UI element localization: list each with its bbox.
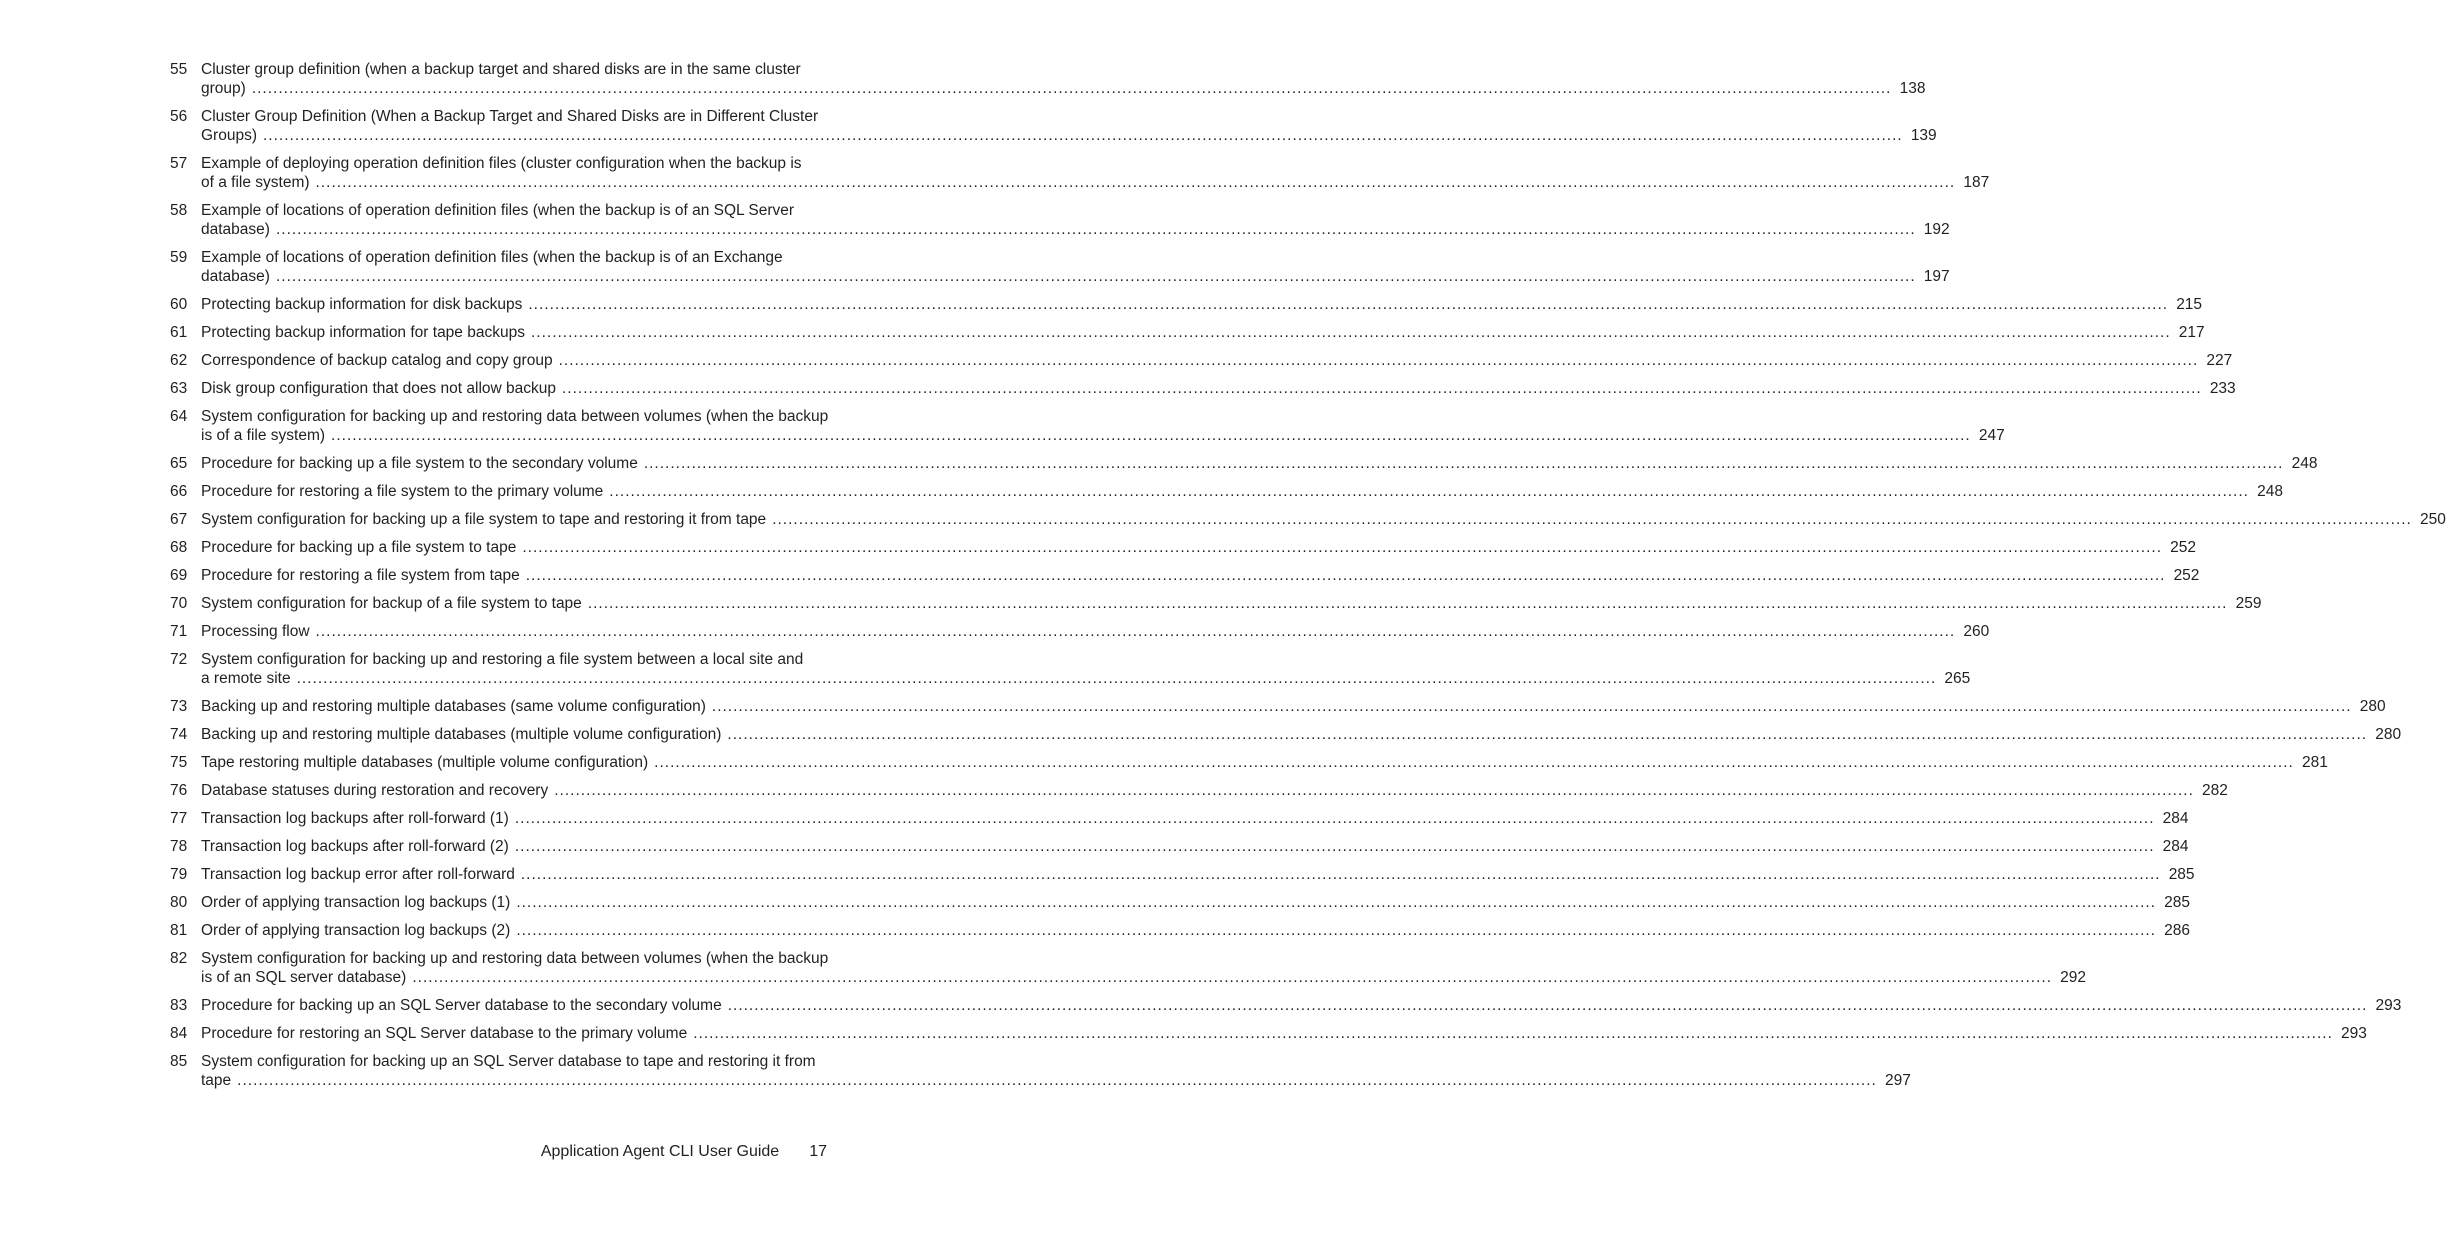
toc-entry[interactable]	[170, 454, 2318, 473]
dot-leader	[562, 379, 2202, 398]
toc-entry[interactable]	[170, 107, 1937, 145]
entry-title: Backing up and restoring multiple databases (multiple volume configuration)	[201, 726, 722, 743]
entry-page-number: 250	[2420, 511, 2446, 528]
entry-title: Order of applying transaction log backups (1)	[201, 894, 511, 911]
entry-body	[201, 865, 2195, 884]
entry-title: Transaction log backups after roll-forward (2)	[201, 838, 509, 855]
entry-last-line	[201, 968, 2086, 987]
entry-title-line: Cluster Group Definition (When a Backup Target and Shared Disks are in Different Cluster	[201, 108, 819, 125]
toc-entry[interactable]	[170, 1024, 2367, 1043]
dot-leader	[515, 809, 2155, 828]
entry-body	[201, 248, 1950, 286]
entry-title: of a file system)	[201, 174, 310, 191]
entry-last-line	[201, 865, 2195, 884]
entry-body	[201, 154, 1989, 192]
entry-title: Protecting backup information for disk backups	[201, 296, 523, 313]
toc-entry[interactable]	[170, 482, 2283, 501]
dot-leader	[693, 1024, 2333, 1043]
toc-entry[interactable]	[170, 379, 2236, 398]
entry-page-number: 282	[2202, 782, 2228, 799]
entry-title-line: Cluster group definition (when a backup target and shared disks are in the same cluster	[201, 61, 801, 78]
toc-entry[interactable]	[170, 566, 2200, 585]
toc-entry[interactable]	[170, 996, 2402, 1015]
entry-page-number: 280	[2375, 726, 2402, 743]
entry-number: 66	[170, 483, 188, 500]
entry-number: 74	[170, 726, 188, 743]
toc-entry[interactable]	[170, 351, 2233, 370]
entry-page-number: 285	[2164, 894, 2190, 911]
entry-page-number: 293	[2341, 1025, 2367, 1042]
dot-leader	[263, 126, 1903, 145]
entry-last-line	[201, 323, 2205, 342]
entry-last-line	[201, 1024, 2367, 1043]
toc-entry[interactable]	[170, 538, 2197, 557]
entry-title: Transaction log backups after roll-forward (1)	[201, 810, 509, 827]
entry-number: 82	[170, 950, 188, 967]
entry-body	[201, 697, 2386, 716]
dot-leader	[515, 837, 2155, 856]
entry-number: 85	[170, 1053, 188, 1070]
entry-body	[201, 482, 2283, 501]
entry-title: Procedure for restoring a file system from tape	[201, 567, 520, 584]
entry-last-line	[201, 538, 2196, 557]
entry-body	[201, 996, 2401, 1015]
toc-entry[interactable]	[170, 622, 1990, 641]
entry-number: 76	[170, 782, 188, 799]
dot-leader	[654, 753, 2294, 772]
dot-leader	[276, 267, 1916, 286]
entry-title: a remote site	[201, 670, 291, 687]
entry-number: 84	[170, 1025, 188, 1042]
entry-last-line	[201, 753, 2328, 772]
toc-entry[interactable]	[170, 60, 1926, 98]
entry-body	[201, 379, 2236, 398]
entry-title-line: System configuration for backing up and restoring a file system between a local site and	[201, 651, 804, 668]
entry-title: Procedure for backing up a file system to the secondary volume	[201, 455, 638, 472]
dot-leader	[528, 295, 2168, 314]
entry-page-number: 252	[2173, 567, 2200, 584]
entry-page-number: 197	[1923, 268, 1950, 285]
entry-last-line	[201, 725, 2401, 744]
entry-page-number: 260	[1963, 623, 1990, 640]
entry-page-number: 284	[2162, 810, 2189, 827]
entry-last-line	[201, 379, 2236, 398]
entry-last-line	[201, 893, 2190, 912]
entry-title: Processing flow	[201, 623, 310, 640]
entry-page-number: 233	[2209, 380, 2236, 397]
entry-last-line	[201, 510, 2446, 529]
entry-title: group)	[201, 80, 246, 97]
toc-entry[interactable]	[170, 753, 2328, 772]
entry-last-line	[201, 996, 2401, 1015]
entry-last-line	[201, 921, 2190, 940]
toc-entry[interactable]	[170, 323, 2205, 342]
entry-page-number: 281	[2301, 754, 2328, 771]
entry-page-number: 187	[1963, 174, 1990, 191]
entry-last-line	[201, 1071, 1911, 1090]
entry-last-line	[201, 482, 2283, 501]
entry-title: Protecting backup information for tape backups	[201, 324, 525, 341]
entry-page-number: 139	[1910, 127, 1937, 144]
entry-last-line	[201, 126, 1937, 145]
entry-number: 69	[170, 567, 188, 584]
entry-last-line	[201, 622, 1989, 641]
entry-last-line	[201, 351, 2232, 370]
entry-number: 70	[170, 595, 188, 612]
entry-last-line	[201, 454, 2318, 473]
dot-leader	[276, 220, 1916, 239]
entry-title: Correspondence of backup catalog and copy group	[201, 352, 553, 369]
entry-body	[201, 594, 2262, 613]
entry-body	[201, 510, 2446, 529]
entry-title-line: Example of locations of operation definition files (when the backup is of an SQL Server	[201, 202, 795, 219]
entry-number: 65	[170, 455, 188, 472]
entry-title: Transaction log backup error after roll-forward	[201, 866, 515, 883]
dot-leader	[522, 538, 2162, 557]
entry-title: Database statuses during restoration and recovery	[201, 782, 549, 799]
entry-body	[201, 949, 2086, 987]
entry-number: 75	[170, 754, 188, 771]
entry-last-line	[201, 79, 1926, 98]
entry-number: 58	[170, 202, 188, 219]
dot-leader	[237, 1071, 1877, 1090]
toc-entry[interactable]	[170, 1052, 1911, 1090]
entry-title: Disk group configuration that does not allow backup	[201, 380, 556, 397]
entry-number: 55	[170, 61, 188, 78]
entry-last-line	[201, 426, 2005, 445]
entry-body	[201, 201, 1950, 239]
dot-leader	[516, 893, 2156, 912]
entry-body	[201, 295, 2202, 314]
toc-entry[interactable]	[170, 921, 2190, 940]
footer-title: Application Agent CLI User Guide	[540, 1143, 780, 1160]
entry-body	[201, 725, 2401, 744]
entry-page-number: 217	[2178, 324, 2205, 341]
entry-number: 64	[170, 408, 188, 425]
entry-page-number: 286	[2164, 922, 2190, 939]
entry-title-line: System configuration for backing up an SQL Server database to tape and restoring it from	[201, 1053, 816, 1070]
toc-entry[interactable]	[170, 949, 2087, 987]
dot-leader	[526, 566, 2166, 585]
entry-last-line	[201, 566, 2199, 585]
entry-body	[201, 837, 2189, 856]
entry-page-number: 293	[2375, 997, 2402, 1014]
entry-body	[201, 622, 1989, 641]
entry-title: Procedure for backing up a file system to tape	[201, 539, 517, 556]
dot-leader	[316, 173, 1956, 192]
entry-title: Backing up and restoring multiple databases (same volume configuration)	[201, 698, 706, 715]
entry-page-number: 284	[2162, 838, 2189, 855]
entry-last-line	[201, 837, 2189, 856]
dot-leader	[559, 351, 2199, 370]
entry-last-line	[201, 295, 2202, 314]
footer-page-number: 17	[809, 1143, 827, 1160]
entry-title: Order of applying transaction log backups (2)	[201, 922, 511, 939]
entry-page-number: 227	[2206, 352, 2233, 369]
entry-body	[201, 566, 2199, 585]
toc-entry[interactable]	[170, 781, 2228, 800]
entry-number: 61	[170, 324, 188, 341]
toc-entry[interactable]	[170, 295, 2203, 314]
entry-body	[201, 351, 2232, 370]
entry-number: 68	[170, 539, 188, 556]
toc-entry[interactable]	[170, 725, 2402, 744]
entry-page-number: 215	[2176, 296, 2203, 313]
entry-body	[201, 1052, 1911, 1090]
entry-title: is of an SQL server database)	[201, 969, 407, 986]
entry-last-line	[201, 781, 2228, 800]
entry-page-number: 265	[1944, 670, 1971, 687]
entry-last-line	[201, 173, 1989, 192]
entry-page-number: 280	[2359, 698, 2386, 715]
entry-title: Procedure for backing up an SQL Server database to the secondary volume	[201, 997, 722, 1014]
entry-number: 73	[170, 698, 188, 715]
dot-leader	[712, 697, 2352, 716]
entry-number: 80	[170, 894, 188, 911]
dot-leader	[412, 968, 2052, 987]
entry-number: 56	[170, 108, 188, 125]
dot-leader	[609, 482, 2249, 501]
entry-page-number: 285	[2168, 866, 2195, 883]
entry-title: database)	[201, 221, 270, 238]
dot-leader	[316, 622, 1956, 641]
dot-leader	[644, 454, 2284, 473]
entry-title: is of a file system)	[201, 427, 326, 444]
entry-body	[201, 107, 1937, 145]
entry-title-line: System configuration for backing up and restoring data between volumes (when the backup	[201, 408, 829, 425]
entry-body	[201, 407, 2005, 445]
entry-last-line	[201, 267, 1950, 286]
toc-entry[interactable]	[170, 697, 2386, 716]
dot-leader	[772, 510, 2412, 529]
entry-body	[201, 323, 2205, 342]
entry-body	[201, 454, 2318, 473]
entry-title-line: Example of deploying operation definition files (cluster configuration when the backup is	[201, 155, 802, 172]
entry-title: System configuration for backup of a file system to tape	[201, 595, 582, 612]
entry-page-number: 297	[1884, 1072, 1911, 1089]
entry-title: Procedure for restoring a file system to the primary volume	[201, 483, 604, 500]
dot-leader	[531, 323, 2171, 342]
entry-number: 57	[170, 155, 188, 172]
entry-body	[201, 921, 2190, 940]
entry-number: 63	[170, 380, 188, 397]
toc-entry[interactable]	[170, 594, 2262, 613]
entry-last-line	[201, 809, 2189, 828]
toc-entry[interactable]	[170, 893, 2190, 912]
entry-body	[201, 650, 1970, 688]
entry-page-number: 247	[1978, 427, 2005, 444]
entry-page-number: 192	[1923, 221, 1950, 238]
entry-number: 78	[170, 838, 188, 855]
dot-leader	[297, 669, 1937, 688]
entry-number: 59	[170, 249, 188, 266]
entry-number: 81	[170, 922, 188, 939]
entry-body	[201, 781, 2228, 800]
toc-entry[interactable]	[170, 650, 1971, 688]
entry-body	[201, 1024, 2367, 1043]
dot-leader	[727, 725, 2367, 744]
entry-number: 79	[170, 866, 188, 883]
dot-leader	[252, 79, 1892, 98]
entry-last-line	[201, 669, 1970, 688]
entry-body	[201, 60, 1926, 98]
entry-body	[201, 893, 2190, 912]
toc-entry[interactable]	[170, 248, 1950, 286]
dot-leader	[331, 426, 1971, 445]
toc-entry[interactable]	[170, 510, 2446, 529]
entry-page-number: 292	[2060, 969, 2087, 986]
entry-body	[201, 753, 2328, 772]
entry-title: Groups)	[201, 127, 257, 144]
entry-number: 67	[170, 511, 188, 528]
toc-entry[interactable]	[170, 407, 2005, 445]
dot-leader	[554, 781, 2194, 800]
toc-entry[interactable]	[170, 837, 2189, 856]
page-footer	[0, 1143, 827, 1161]
toc-entry[interactable]	[170, 154, 1990, 192]
entry-page-number: 248	[2257, 483, 2283, 500]
entry-title: Procedure for restoring an SQL Server database to the primary volume	[201, 1025, 688, 1042]
entry-title: database)	[201, 268, 270, 285]
entry-last-line	[201, 594, 2262, 613]
entry-title: System configuration for backing up a file system to tape and restoring it from tape	[201, 511, 767, 528]
entry-page-number: 259	[2235, 595, 2262, 612]
toc-entry[interactable]	[170, 865, 2195, 884]
entry-title: Tape restoring multiple databases (multiple volume configuration)	[201, 754, 649, 771]
entry-body	[201, 809, 2189, 828]
entry-title-line: Example of locations of operation definition files (when the backup is of an Exchange	[201, 249, 783, 266]
entry-body	[201, 538, 2196, 557]
entry-last-line	[201, 220, 1950, 239]
list-of-figures	[170, 60, 2446, 1099]
entry-number: 60	[170, 296, 188, 313]
entry-last-line	[201, 697, 2386, 716]
dot-leader	[728, 996, 2368, 1015]
entry-title-line: System configuration for backing up and restoring data between volumes (when the backup	[201, 950, 829, 967]
entry-page-number: 138	[1899, 80, 1926, 97]
entry-number: 77	[170, 810, 188, 827]
entry-number: 72	[170, 651, 188, 668]
toc-entry[interactable]	[170, 201, 1950, 239]
toc-entry[interactable]	[170, 809, 2189, 828]
entry-page-number: 248	[2291, 455, 2318, 472]
entry-number: 71	[170, 623, 188, 640]
dot-leader	[521, 865, 2161, 884]
entry-number: 62	[170, 352, 188, 369]
dot-leader	[588, 594, 2228, 613]
dot-leader	[516, 921, 2156, 940]
entry-page-number: 252	[2170, 539, 2197, 556]
entry-title: tape	[201, 1072, 232, 1089]
entry-number: 83	[170, 997, 188, 1014]
